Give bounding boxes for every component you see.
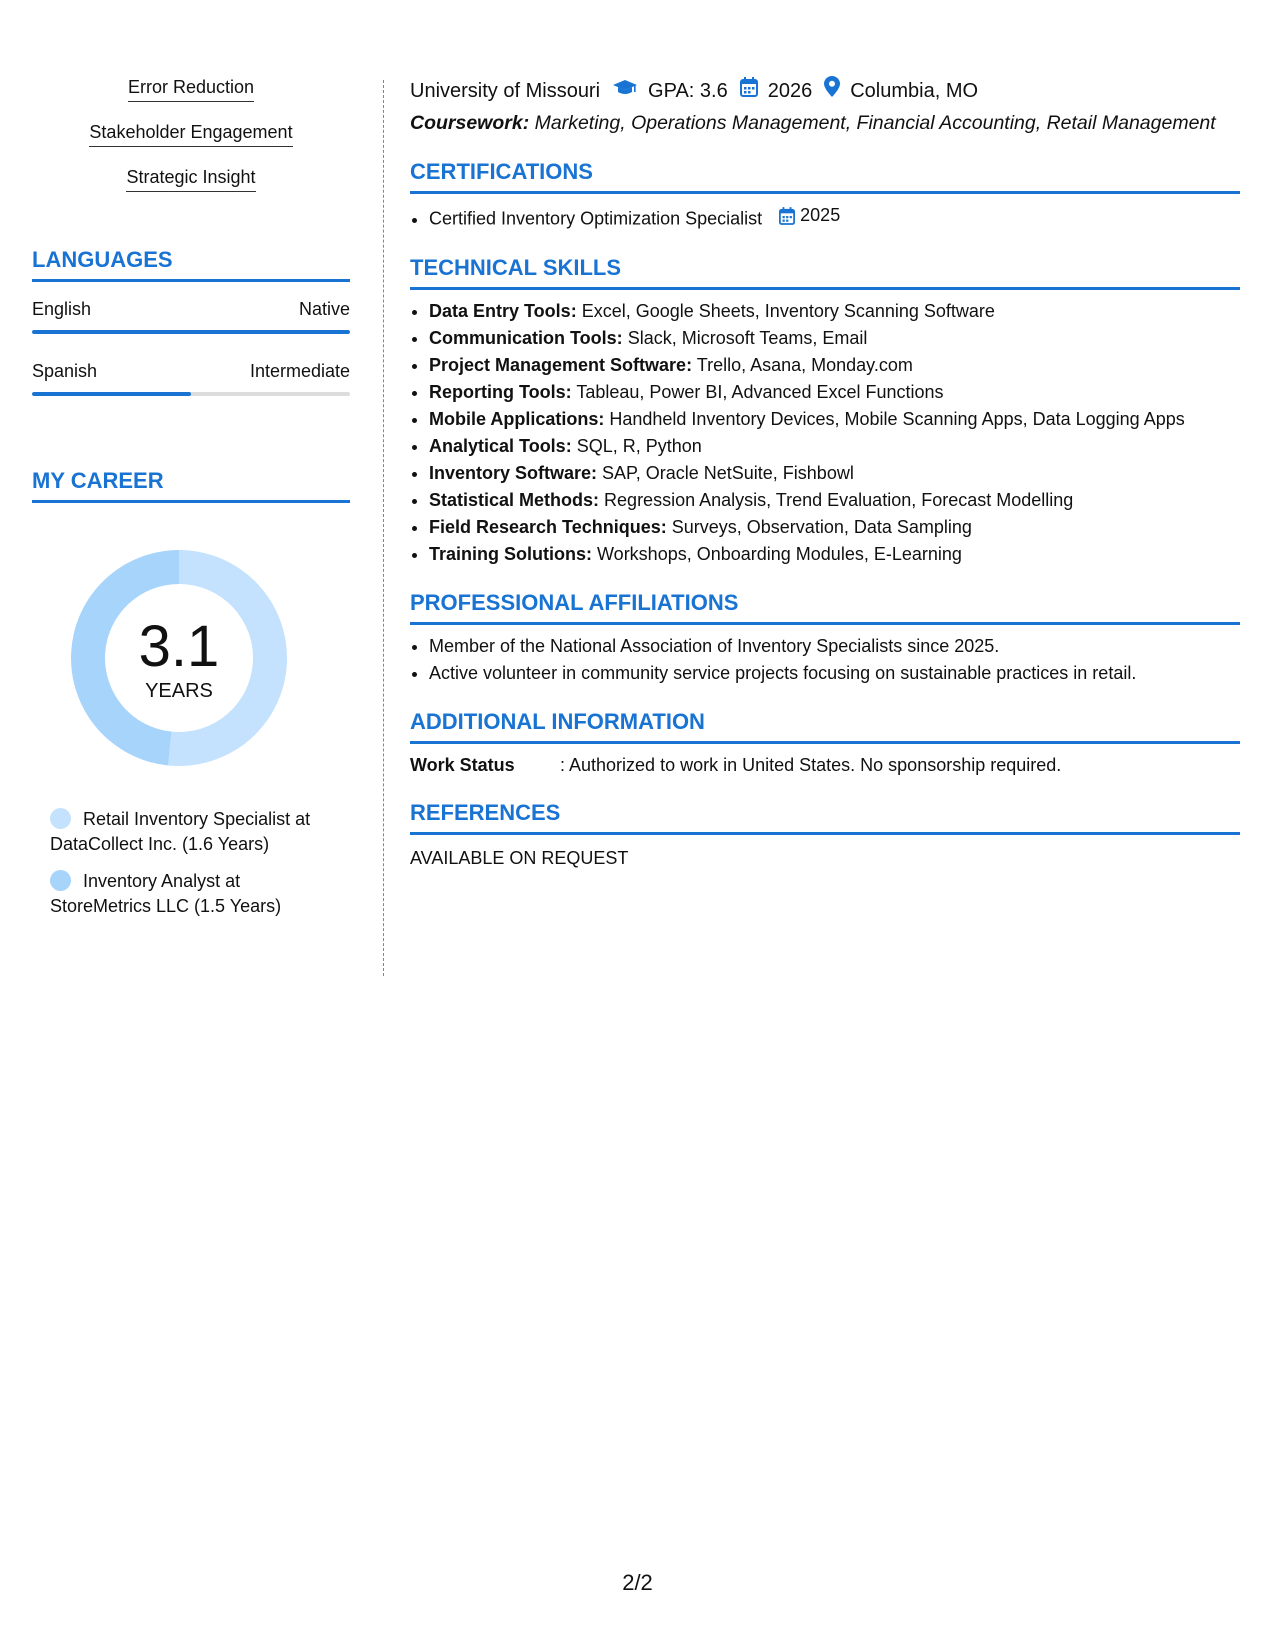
career-total-years: 3.1 bbox=[138, 614, 220, 679]
coursework bbox=[410, 109, 1240, 137]
career-donut-chart bbox=[66, 545, 292, 771]
graduation-year: 2026 bbox=[767, 79, 813, 102]
career-title: MY CAREER bbox=[32, 468, 350, 503]
skill-value: SAP, Oracle NetSuite, Fishbowl bbox=[602, 462, 854, 483]
certifications-title: CERTIFICATIONS bbox=[410, 159, 1240, 194]
legend-item bbox=[50, 869, 330, 919]
skill-value: Excel, Google Sheets, Inventory Scanning Software bbox=[581, 300, 995, 321]
language-name: Spanish bbox=[32, 361, 98, 381]
skill-label: Data Entry Tools: bbox=[429, 300, 577, 321]
certifications-list bbox=[410, 202, 1240, 233]
languages-section bbox=[32, 247, 350, 396]
skill-item bbox=[429, 379, 1240, 406]
affiliation-item: • Active volunteer in community service projects focusing on sustainable practices in retail. bbox=[429, 660, 1240, 687]
coursework-label: Coursework: bbox=[410, 112, 530, 134]
skills-title: TECHNICAL SKILLS bbox=[410, 255, 1240, 290]
skill-label: Reporting Tools: bbox=[429, 381, 572, 402]
certification-name: Certified Inventory Optimization Specialist bbox=[429, 208, 763, 229]
strength-item: Error Reduction bbox=[128, 76, 254, 102]
left-column bbox=[32, 76, 350, 931]
career-unit: YEARS bbox=[145, 680, 213, 702]
page-number: 2/2 bbox=[622, 1570, 653, 1595]
skill-label: Statistical Methods: bbox=[429, 489, 600, 510]
graduation-cap-icon bbox=[612, 77, 638, 105]
skill-item bbox=[429, 487, 1240, 514]
references-title: REFERENCES bbox=[410, 800, 1240, 835]
right-column bbox=[410, 76, 1240, 871]
skill-item bbox=[429, 433, 1240, 460]
skill-label: Analytical Tools: bbox=[429, 435, 572, 456]
skill-item bbox=[429, 514, 1240, 541]
legend-label: Retail Inventory Specialist at DataCollect Inc. (1.6 Years) bbox=[50, 809, 311, 854]
education-line bbox=[410, 76, 1240, 105]
legend-dot bbox=[50, 808, 71, 829]
skill-item bbox=[429, 298, 1240, 325]
skill-value: Surveys, Observation, Data Sampling bbox=[671, 516, 972, 537]
affiliation-item: • Member of the National Association of Inventory Specialists since 2025. bbox=[429, 633, 1240, 660]
skill-label: Inventory Software: bbox=[429, 462, 598, 483]
affiliations-list bbox=[410, 633, 1240, 687]
strength-item: Stakeholder Engagement bbox=[89, 121, 292, 147]
skill-item bbox=[429, 406, 1240, 433]
work-status-row bbox=[410, 752, 1240, 778]
skill-item bbox=[429, 325, 1240, 352]
skill-value: Workshops, Onboarding Modules, E-Learning bbox=[597, 543, 962, 564]
skill-value: Handheld Inventory Devices, Mobile Scanning Apps, Data Logging Apps bbox=[609, 408, 1185, 429]
skill-item bbox=[429, 541, 1240, 568]
certification-item bbox=[429, 202, 1240, 233]
skill-label: Project Management Software: bbox=[429, 354, 693, 375]
skill-value: SQL, R, Python bbox=[576, 435, 702, 456]
language-bar-fill bbox=[32, 392, 191, 396]
language-bar bbox=[32, 392, 350, 396]
calendar-icon bbox=[740, 77, 758, 105]
languages-title: LANGUAGES bbox=[32, 247, 350, 282]
strengths-list bbox=[32, 76, 350, 211]
column-divider bbox=[383, 80, 384, 976]
gpa: GPA: 3.6 bbox=[648, 79, 728, 102]
additional-info-title: ADDITIONAL INFORMATION bbox=[410, 709, 1240, 744]
skill-label: Communication Tools: bbox=[429, 327, 623, 348]
legend-label: Inventory Analyst at StoreMetrics LLC (1.5 Years) bbox=[50, 871, 282, 916]
skill-value: Tableau, Power BI, Advanced Excel Functions bbox=[576, 381, 944, 402]
language-level: Native bbox=[298, 299, 350, 319]
coursework-list: Marketing, Operations Management, Financial Accounting, Retail Management bbox=[534, 112, 1216, 134]
location-pin-icon bbox=[824, 76, 840, 105]
school-name: University of Missouri bbox=[410, 79, 601, 102]
skill-label: Mobile Applications: bbox=[429, 408, 605, 429]
skill-item bbox=[429, 352, 1240, 379]
skill-item bbox=[429, 460, 1240, 487]
language-item bbox=[32, 298, 350, 334]
skill-value: Slack, Microsoft Teams, Email bbox=[627, 327, 868, 348]
skill-label: Training Solutions: bbox=[429, 543, 592, 564]
calendar-icon bbox=[779, 207, 795, 225]
affiliations-title: PROFESSIONAL AFFILIATIONS bbox=[410, 590, 1240, 625]
school-location: Columbia, MO bbox=[850, 79, 979, 102]
work-status-label: Work Status bbox=[410, 754, 515, 775]
work-status-value: : Authorized to work in United States. No sponsorship required. bbox=[560, 754, 1062, 775]
language-level: Intermediate bbox=[249, 361, 350, 381]
language-bar bbox=[32, 330, 350, 334]
references-text: AVAILABLE ON REQUEST bbox=[410, 847, 629, 868]
skill-value: Trello, Asana, Monday.com bbox=[696, 354, 913, 375]
legend-item bbox=[50, 807, 330, 857]
skill-label: Field Research Techniques: bbox=[429, 516, 667, 537]
career-legend bbox=[50, 807, 350, 919]
skill-value: Regression Analysis, Trend Evaluation, Forecast Modelling bbox=[604, 489, 1074, 510]
language-item bbox=[32, 360, 350, 396]
legend-dot bbox=[50, 870, 71, 891]
language-bar-fill bbox=[32, 330, 350, 334]
language-name: English bbox=[32, 299, 92, 319]
certification-year: 2025 bbox=[800, 205, 841, 225]
skills-list bbox=[410, 298, 1240, 568]
career-section bbox=[32, 468, 350, 919]
strength-item: Strategic Insight bbox=[126, 166, 255, 192]
